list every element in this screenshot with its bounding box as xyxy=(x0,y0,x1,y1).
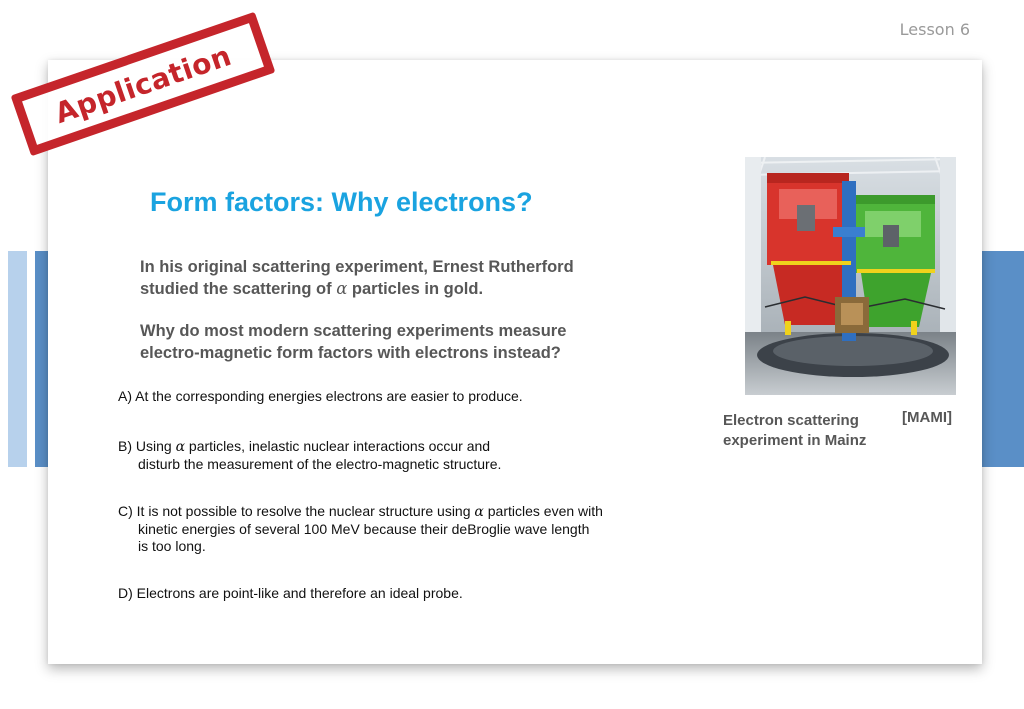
option-b-line1-pre: B) Using xyxy=(118,438,176,454)
photo-caption xyxy=(723,411,866,451)
intro-p1-line2-post: particles in gold. xyxy=(347,280,484,298)
left-accent-bar-light xyxy=(8,251,27,467)
alpha-symbol: α xyxy=(336,279,348,298)
intro-p1-line2-pre: studied the scattering of xyxy=(140,280,337,298)
alpha-symbol: α xyxy=(474,504,484,520)
lesson-label: Lesson 6 xyxy=(899,20,970,39)
option-d-text: D) Electrons are point-like and therefore an ideal probe. xyxy=(118,585,463,601)
slide-title: Form factors: Why electrons? xyxy=(150,187,533,217)
option-c-line3: is too long. xyxy=(138,538,206,554)
intro-p1-line1: In his original scattering experiment, Ernest Rutherford xyxy=(140,258,574,276)
answer-option-c[interactable] xyxy=(118,503,658,555)
caption-line1: Electron scattering xyxy=(723,412,859,429)
option-c-line2: kinetic energies of several 100 MeV because their deBroglie wave length xyxy=(138,521,590,537)
option-a-text: A) At the corresponding energies electrons are easier to produce. xyxy=(118,388,523,404)
stamp-text: Application xyxy=(50,38,236,130)
caption-line2: experiment in Mainz xyxy=(723,432,867,449)
intro-paragraph-1 xyxy=(140,256,640,300)
intro-p2-line2: electro-magnetic form factors with electrons instead? xyxy=(140,344,561,362)
option-b-line2: disturb the measurement of the electro-magnetic structure. xyxy=(138,456,502,472)
option-b-line1-post: particles, inelastic nuclear interactions occur and xyxy=(185,438,491,454)
option-c-line1-pre: C) It is not possible to resolve the nuclear structure using xyxy=(118,503,475,519)
alpha-symbol: α xyxy=(175,439,186,455)
photo-credit: [MAMI] xyxy=(902,409,952,426)
experiment-photo xyxy=(745,157,956,395)
answer-option-b[interactable] xyxy=(118,438,658,473)
intro-p2-line1: Why do most modern scattering experiments measure xyxy=(140,322,567,340)
answer-option-d[interactable] xyxy=(118,585,658,602)
option-c-line1-post: particles even with xyxy=(483,503,603,519)
answer-option-a[interactable] xyxy=(118,388,658,405)
right-accent-bar xyxy=(982,251,1024,467)
intro-paragraph-2 xyxy=(140,320,640,364)
left-accent-bar-dark xyxy=(35,251,48,467)
